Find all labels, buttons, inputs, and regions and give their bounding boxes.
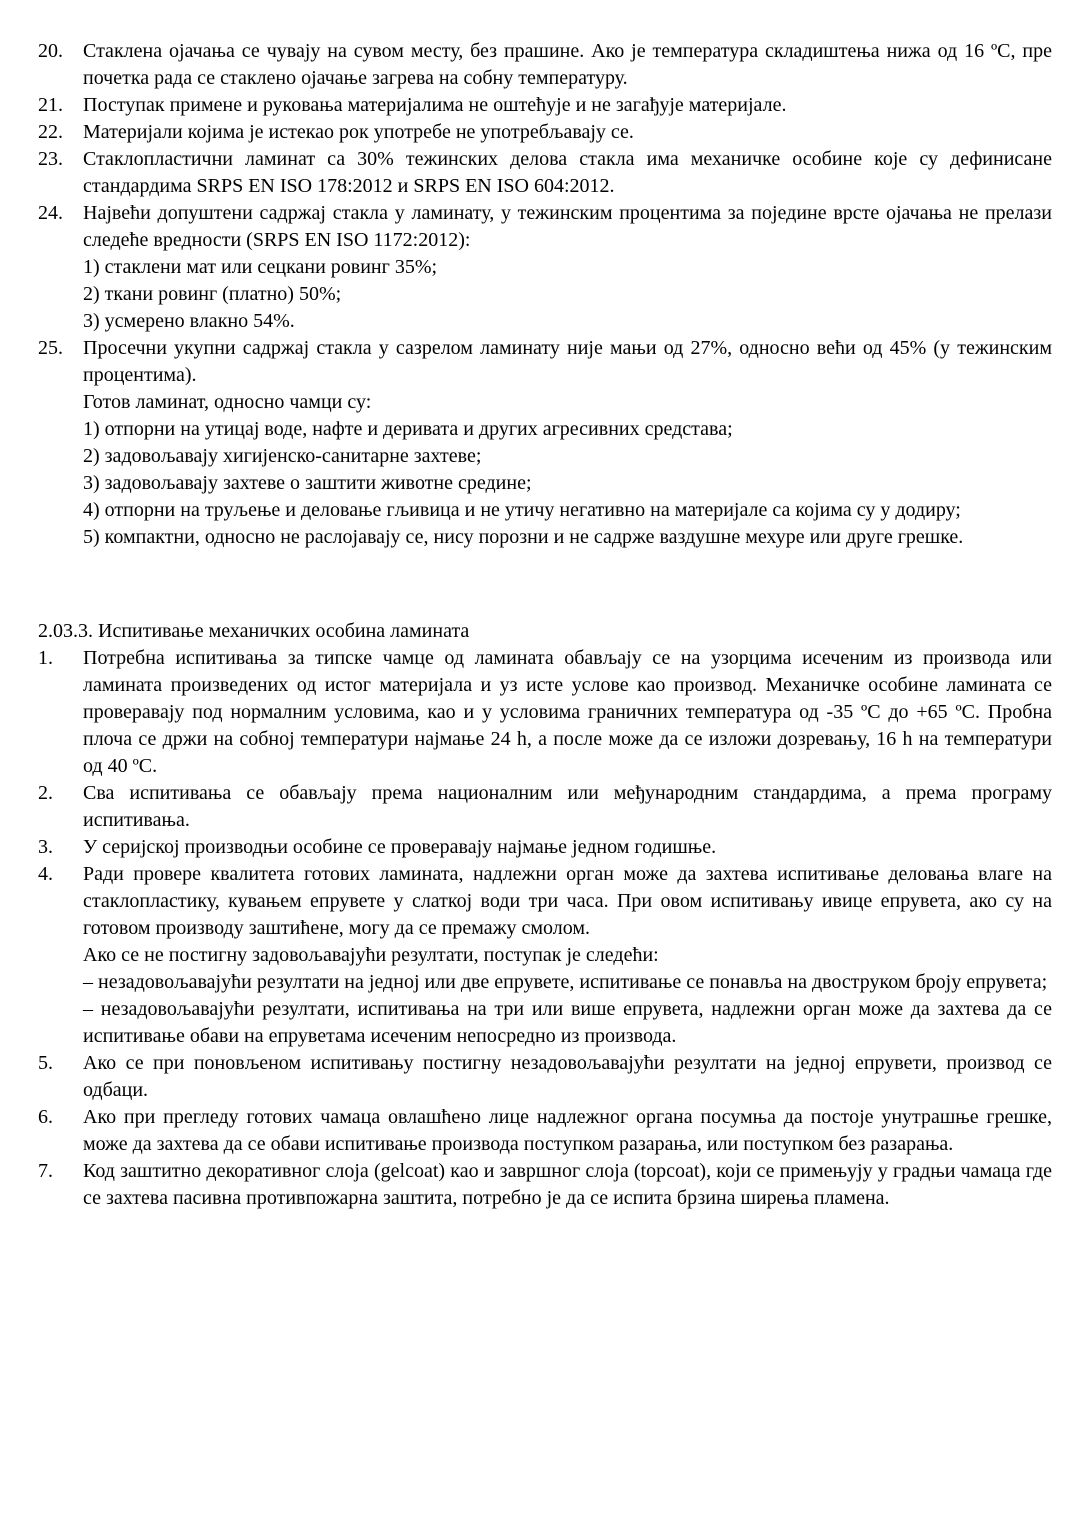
item-number: 20. [38,40,63,62]
item-body [83,834,1052,861]
item-body [83,146,1052,200]
paragraph: Ако при прегледу готових чамаца овлашћено лице надлежног органа посумња да постоје унутрашње грешке, може да захтева да се обави испитивање производа поступком разарања, или поступком без разарања. [83,1106,1052,1155]
item-number: 4. [38,863,53,885]
paragraph: Највећи допуштени садржај стакла у ламинату, у тежинским процентима за поједине врсте ојачања не прелази следеће вредности (SRPS EN ISO 1172:2012): [83,202,1052,251]
numbered-list-testing [38,645,1052,1212]
item-number: 1. [38,647,53,669]
item-body [83,335,1052,551]
item-body [83,1104,1052,1158]
paragraph: Ради провере квалитета готових ламината, надлежни орган може да захтева испитивање деловања влаге на стаклопластику, кувањем епрувете у слаткој води три часа. При овом испитивању ивице епрувета, ако су на готовом производу заштићене, могу да се премажу смолом. [83,863,1052,939]
list-item [38,38,1052,92]
list-item [38,780,1052,834]
sub-item: 2) задовољавају хигијенско-санитарне захтеве; [83,445,482,467]
item-number: 6. [38,1106,53,1128]
paragraph: Материјали којима је истекао рок употребе не употребљавају се. [83,121,634,143]
item-body [83,200,1052,335]
paragraph: У серијској производњи особине се проверавају најмање једном годишње. [83,836,717,858]
list-item [38,1104,1052,1158]
item-number: 23. [38,148,63,170]
item-body [83,38,1052,92]
list-item [38,335,1052,551]
item-number: 2. [38,782,53,804]
list-item [38,146,1052,200]
paragraph: Ако се не постигну задовољавајући резултати, поступак је следећи: [83,944,659,966]
list-item [38,645,1052,780]
list-item [38,200,1052,335]
list-item [38,92,1052,119]
sub-item: 1) стаклени мат или сецкани ровинг 35%; [83,256,438,278]
paragraph: Потребна испитивања за типске чамце од ламината обављају се на узорцима исеченим из производа или ламината произведених од истог материјала и уз исте услове као производ. Механичке особине ламината се проверавају под нормалним условима, као и у условима граничних температура од -35 ºC до +65 ºC. Пробна плоча се држи на собној температури најмање 24 h, а после може да се изложи дозревању, 16 h на температури од 40 ºC. [83,647,1052,777]
item-number: 25. [38,337,63,359]
list-item [38,861,1052,1050]
list-item [38,1158,1052,1212]
paragraph: Ако се при поновљеном испитивању постигну незадовољавајући резултати на једној епрувети, производ се одбаци. [83,1052,1052,1101]
paragraph: Стаклена ојачања се чувају на сувом месту, без прашине. Ако је температура складиштења нижа од 16 ºC, пре почетка рада се стаклено ојачање загрева на собну температуру. [83,40,1052,89]
paragraph: Стаклопластични ламинат са 30% тежинских делова стакла има механичке особине које су дефинисане стандардима SRPS EN ISO 178:2012 и SRPS EN ISO 604:2012. [83,148,1052,197]
item-number: 22. [38,121,63,143]
paragraph: Поступак примене и руковања материјалима не оштећује и не загађује материјале. [83,94,787,116]
item-body [83,645,1052,780]
list-item [38,1050,1052,1104]
item-body [83,92,1052,119]
item-number: 21. [38,94,63,116]
item-body [83,119,1052,146]
dash-item: – незадовољавајући резултати на једној или две епрувете, испитивање се понавља на двоструком броју епрувета; [83,971,1048,993]
sub-item: 3) усмерено влакно 54%. [83,310,295,332]
sub-item: 3) задовољавају захтеве о заштити животне средине; [83,472,532,494]
item-number: 5. [38,1052,53,1074]
sub-item: 5) компактни, односно не раслојавају се, нису порозни и не садрже ваздушне мехуре или друге грешке. [83,526,964,548]
numbered-list-materials [38,38,1052,551]
item-body [83,1050,1052,1104]
item-body [83,861,1052,1050]
paragraph: Готов ламинат, односно чамци су: [83,391,372,413]
item-number: 24. [38,202,63,224]
list-item [38,834,1052,861]
paragraph: Код заштитно декоративног слоја (gelcoat) као и завршног слоја (topcoat), који се примењују у градњи чамаца где се захтева пасивна противпожарна заштита, потребно је да се испита брзина ширења пламена. [83,1160,1052,1209]
item-number: 3. [38,836,53,858]
paragraph: Просечни укупни садржај стакла у сазрелом ламинату није мањи од 27%, односно већи од 45% (у тежинским процентима). [83,337,1052,386]
sub-item: 2) ткани ровинг (платно) 50%; [83,283,342,305]
section-heading: 2.03.3. Испитивање механичких особина ламината [38,620,470,642]
sub-item: 4) отпорни на труљење и деловање гљивица и не утичу негативно на материјале са којима су у додиру; [83,499,961,521]
item-body [83,780,1052,834]
item-number: 7. [38,1160,53,1182]
dash-item: – незадовољавајући резултати, испитивања на три или више епрувета, надлежни орган може да захтева да се испитивање обави на епруветама исеченим непосредно из производа. [83,998,1052,1047]
item-body [83,1158,1052,1212]
paragraph: Сва испитивања се обављају према националним или међународним стандардима, а према програму испитивања. [83,782,1052,831]
sub-item: 1) отпорни на утицај воде, нафте и деривата и других агресивних средстава; [83,418,733,440]
list-item [38,119,1052,146]
